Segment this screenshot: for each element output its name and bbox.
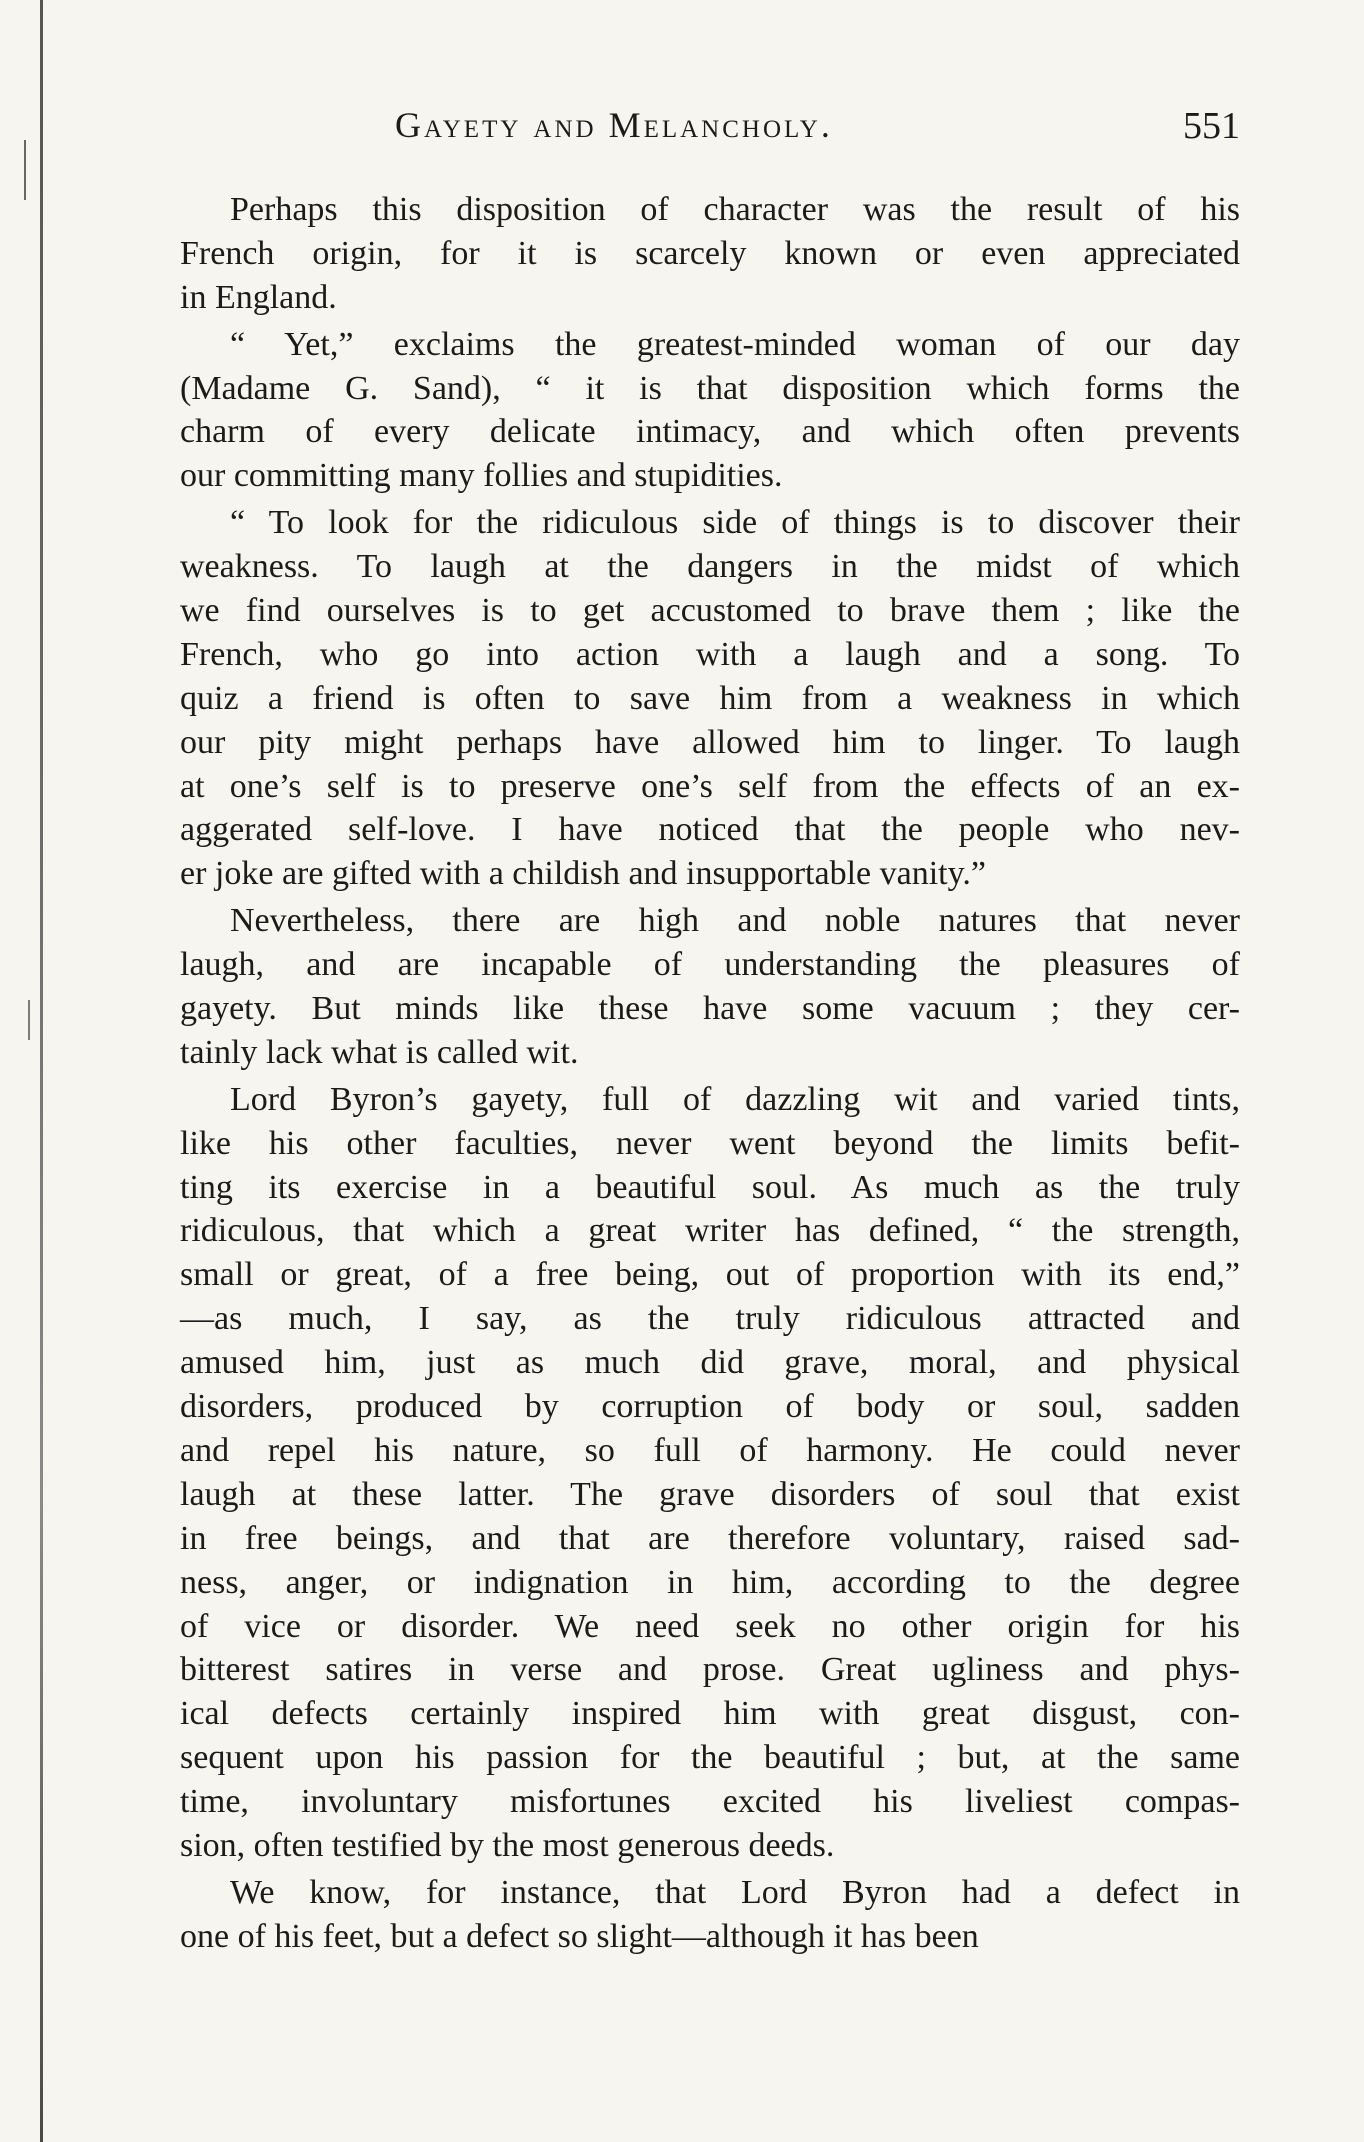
page-number: 551 bbox=[1183, 105, 1240, 147]
page-binding-edge bbox=[40, 0, 43, 2142]
paragraph bbox=[180, 501, 1240, 896]
text-line: weakness. To laugh at the dangers in the midst of which bbox=[180, 548, 1240, 586]
text-line: sequent upon his passion for the beautiful ; but, at the same bbox=[180, 1739, 1240, 1777]
text-line: in free beings, and that are therefore voluntary, raised sad- bbox=[180, 1519, 1240, 1557]
running-head: Gayety and Melancholy. bbox=[395, 105, 833, 145]
paragraph bbox=[180, 1871, 1240, 1959]
text-line: like his other faculties, never went beyond the limits befit- bbox=[180, 1124, 1240, 1162]
text-line: amused him, just as much did grave, moral, and physical bbox=[180, 1344, 1240, 1382]
paragraph bbox=[180, 1078, 1240, 1868]
text-line: quiz a friend is often to save him from a weakness in which bbox=[180, 679, 1240, 717]
text-line: our pity might perhaps have allowed him to linger. To laugh bbox=[180, 723, 1240, 761]
text-line: laugh at these latter. The grave disorders of soul that exist bbox=[180, 1475, 1240, 1513]
text-line: aggerated self-love. I have noticed that the people who nev- bbox=[180, 811, 1240, 849]
text-line: and repel his nature, so full of harmony. He could never bbox=[180, 1431, 1240, 1469]
body-text bbox=[180, 188, 1240, 1959]
text-line: in England. bbox=[180, 278, 337, 316]
text-line: Perhaps this disposition of character was the result of his bbox=[230, 191, 1240, 228]
text-line: —as much, I say, as the truly ridiculous attracted and bbox=[180, 1300, 1240, 1338]
text-line: gayety. But minds like these have some vacuum ; they cer- bbox=[180, 990, 1240, 1028]
paragraph bbox=[180, 323, 1240, 499]
text-line: time, involuntary misfortunes excited his liveliest compas- bbox=[180, 1783, 1240, 1821]
text-line: one of his feet, but a defect so slight—although it has been bbox=[180, 1917, 979, 1955]
paragraph bbox=[180, 188, 1240, 320]
text-line: our committing many follies and stupidities. bbox=[180, 457, 783, 495]
page-binding-edge-mark bbox=[28, 1000, 30, 1040]
text-line: (Madame G. Sand), “ it is that disposition which forms the bbox=[180, 369, 1240, 407]
text-line: er joke are gifted with a childish and insupportable vanity.” bbox=[180, 855, 986, 893]
text-line: of vice or disorder. We need seek no other origin for his bbox=[180, 1607, 1240, 1645]
text-line: we find ourselves is to get accustomed to brave them ; like the bbox=[180, 592, 1240, 630]
text-line: French, who go into action with a laugh and a song. To bbox=[180, 635, 1240, 673]
text-line: charm of every delicate intimacy, and which often prevents bbox=[180, 413, 1240, 451]
text-line: “ Yet,” exclaims the greatest-minded woman of our day bbox=[230, 325, 1240, 363]
text-line: sion, often testified by the most generous deeds. bbox=[180, 1826, 835, 1864]
text-line: ness, anger, or indignation in him, according to the degree bbox=[180, 1563, 1240, 1601]
text-line: ridiculous, that which a great writer has defined, “ the strength, bbox=[180, 1212, 1240, 1250]
text-line: Lord Byron’s gayety, full of dazzling wit and varied tints, bbox=[230, 1080, 1240, 1118]
text-line: bitterest satires in verse and prose. Great ugliness and phys- bbox=[180, 1651, 1240, 1689]
text-line: French origin, for it is scarcely known or even appreciated bbox=[180, 234, 1240, 272]
page-header bbox=[180, 104, 1240, 154]
text-line: ting its exercise in a beautiful soul. As much as the truly bbox=[180, 1168, 1240, 1206]
text-line: Nevertheless, there are high and noble natures that never bbox=[230, 902, 1240, 940]
text-line: “ To look for the ridiculous side of things is to discover their bbox=[230, 504, 1240, 542]
text-line: disorders, produced by corruption of body or soul, sadden bbox=[180, 1388, 1240, 1426]
text-line: small or great, of a free being, out of proportion with its end,” bbox=[180, 1256, 1240, 1294]
page-binding-edge-mark bbox=[24, 140, 26, 200]
text-line: ical defects certainly inspired him with great disgust, con- bbox=[180, 1695, 1240, 1733]
text-line: tainly lack what is called wit. bbox=[180, 1033, 579, 1071]
text-line: laugh, and are incapable of understanding the pleasures of bbox=[180, 946, 1240, 984]
text-line: We know, for instance, that Lord Byron had a defect in bbox=[230, 1873, 1240, 1911]
paragraph bbox=[180, 899, 1240, 1075]
text-line: at one’s self is to preserve one’s self from the effects of an ex- bbox=[180, 767, 1240, 805]
